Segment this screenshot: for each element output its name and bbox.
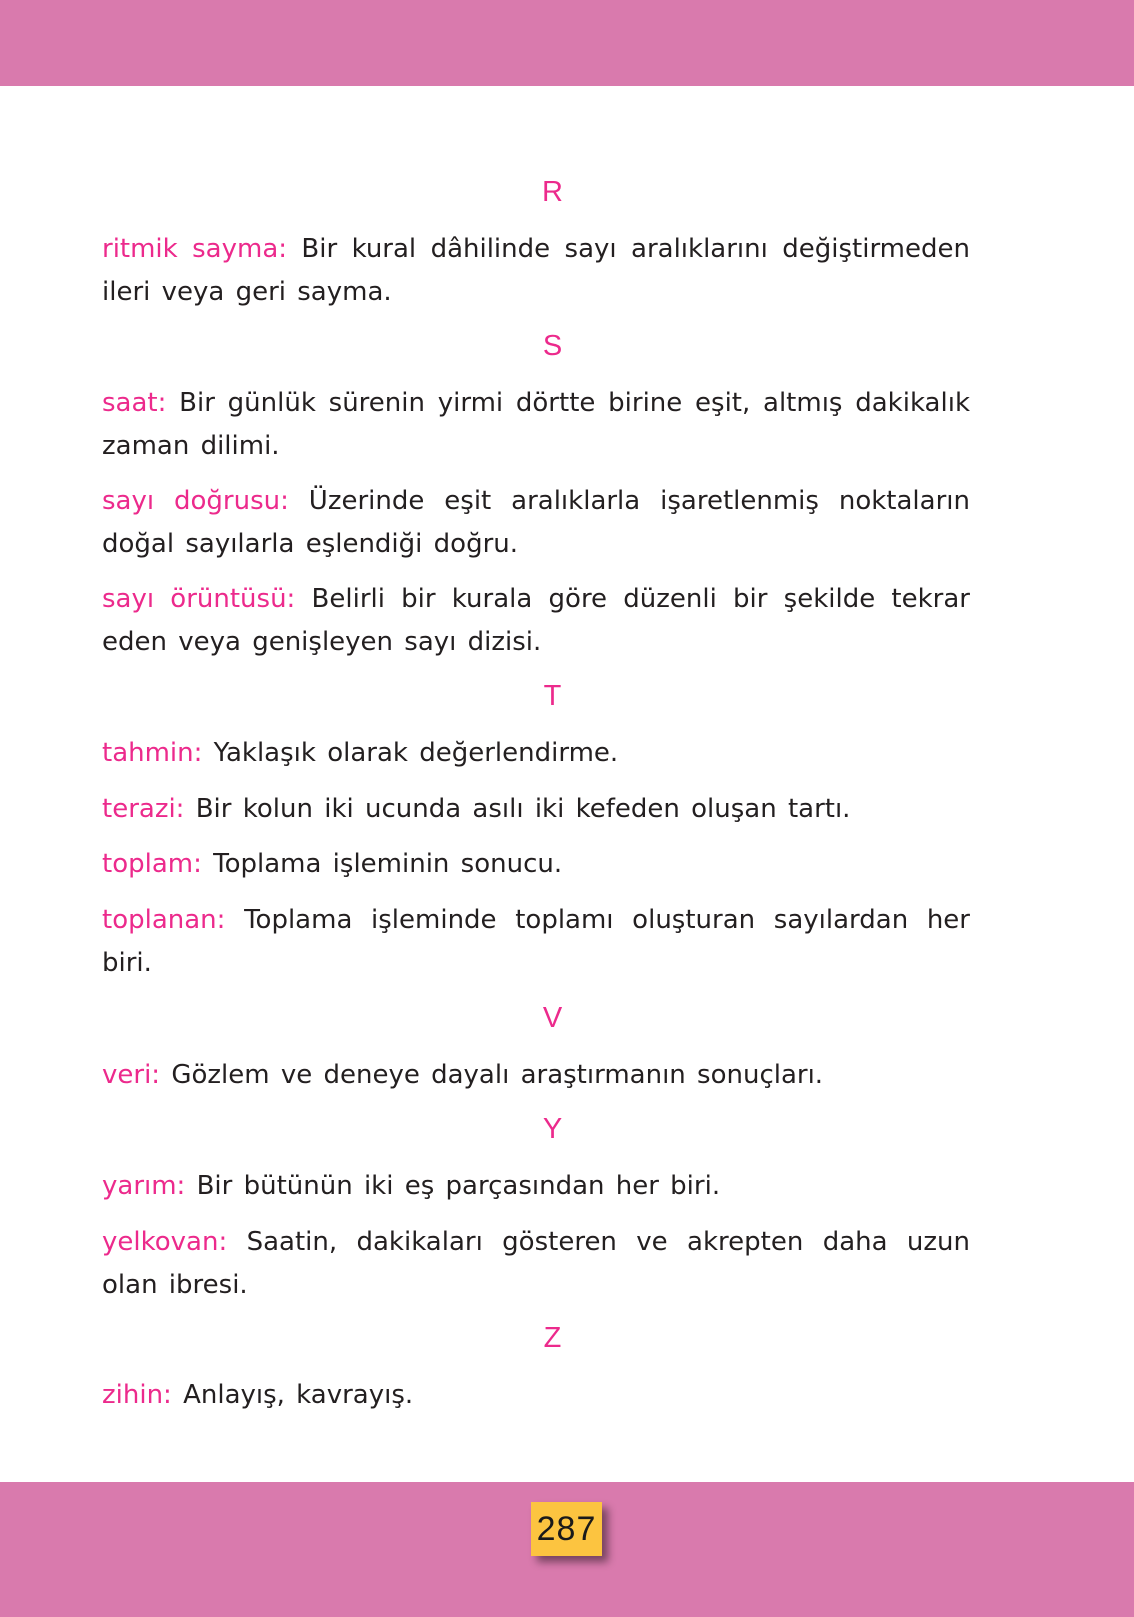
section-letter-v: V	[542, 1002, 563, 1034]
glossary-term: toplanan:	[102, 905, 226, 935]
glossary-term: sayı örüntüsü:	[102, 584, 296, 614]
glossary-definition: Bir bütünün iki eş parçasından her biri.	[185, 1171, 721, 1201]
glossary-term: terazi:	[102, 794, 185, 824]
glossary-definition: Toplama işleminin sonucu.	[201, 849, 563, 879]
section-letter-y: Y	[542, 1113, 563, 1145]
glossary-term: veri:	[102, 1060, 161, 1090]
glossary-entry	[102, 1221, 970, 1307]
glossary-term: ritmik sayma:	[102, 234, 288, 264]
glossary-term: saat:	[102, 388, 167, 418]
glossary-definition: Üzerinde eşit aralıklarla işaretlenmiş noktaların doğal sayılarla eşlendiği doğru.	[102, 486, 970, 559]
glossary-definition: Bir kolun iki ucunda asılı iki kefeden oluşan tartı.	[184, 794, 851, 824]
glossary-term: yarım:	[102, 1171, 186, 1201]
glossary-definition: Gözlem ve deneye dayalı araştırmanın sonuçları.	[160, 1060, 824, 1090]
glossary-entry	[102, 1165, 970, 1208]
top-decorative-band	[0, 0, 1134, 86]
glossary-definition: Yaklaşık olarak değerlendirme.	[202, 738, 619, 768]
glossary-term: tahmin:	[102, 738, 203, 768]
glossary-entry	[102, 899, 970, 985]
page-number-badge: 287	[531, 1502, 602, 1556]
glossary-definition: Bir günlük sürenin yirmi dörtte birine eşit, altmış dakikalık zaman dilimi.	[102, 388, 970, 461]
glossary-entry	[102, 788, 970, 831]
glossary-entry	[102, 843, 970, 886]
section-letter-r: R	[542, 176, 563, 208]
glossary-definition: Belirli bir kurala göre düzenli bir şekilde tekrar eden veya genişleyen sayı dizisi.	[102, 584, 970, 657]
glossary-term: sayı doğrusu:	[102, 486, 289, 516]
section-letter-s: S	[542, 330, 563, 362]
glossary-entry	[102, 578, 970, 664]
section-letter-t: T	[543, 680, 562, 712]
glossary-definition: Saatin, dakikaları gösteren ve akrepten daha uzun olan ibresi.	[102, 1227, 970, 1300]
glossary-entry	[102, 1374, 970, 1417]
glossary-definition: Toplama işleminde toplamı oluşturan sayılardan her biri.	[102, 905, 970, 978]
glossary-term: yelkovan:	[102, 1227, 228, 1257]
glossary-definition: Bir kural dâhilinde sayı aralıklarını değiştirmeden ileri veya geri sayma.	[102, 234, 970, 307]
glossary-term: zihin:	[102, 1380, 172, 1410]
glossary-entry	[102, 228, 970, 314]
glossary-entry	[102, 1054, 970, 1097]
section-letter-z: Z	[543, 1322, 562, 1354]
glossary-entry	[102, 382, 970, 468]
glossary-term: toplam:	[102, 849, 202, 879]
glossary-definition: Anlayış, kavrayış.	[171, 1380, 414, 1410]
glossary-entry	[102, 480, 970, 566]
glossary-entry	[102, 732, 970, 775]
